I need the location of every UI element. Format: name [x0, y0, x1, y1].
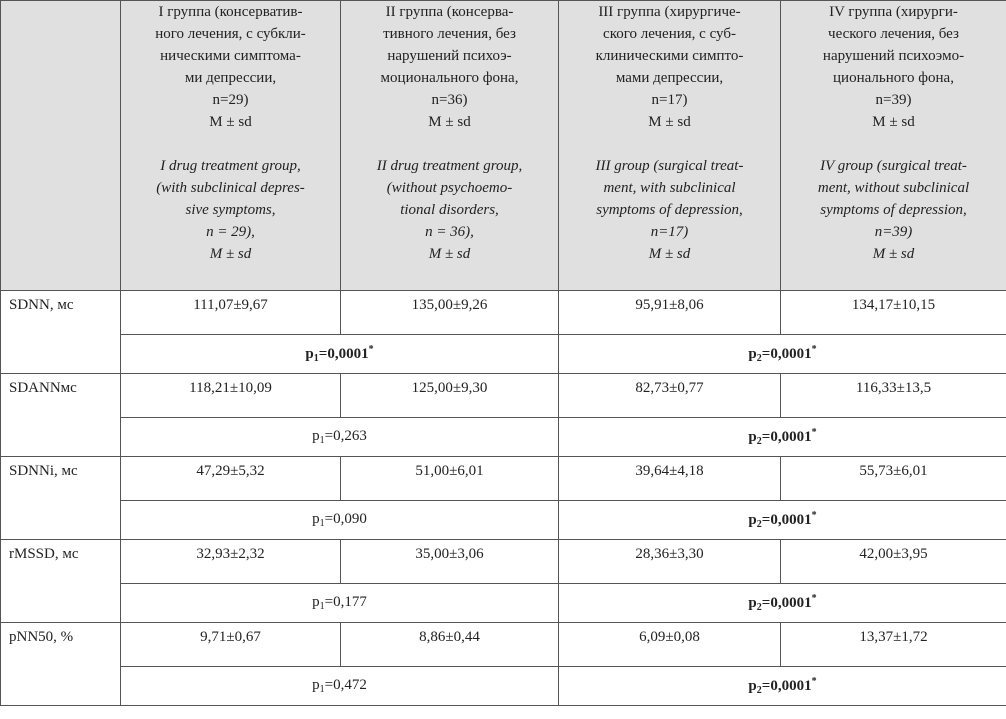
- p-value-row: [1, 584, 1006, 623]
- header-russian-text: [559, 1, 780, 133]
- table-row: [1, 374, 1006, 418]
- header-line: n=36): [431, 92, 468, 108]
- corner-cell: [1, 1, 121, 291]
- header-line: n = 29),: [206, 224, 255, 240]
- header-line: M ± sd: [428, 114, 471, 130]
- value-cell-group-2: 125,00±9,30: [341, 374, 559, 418]
- header-line: I drug treatment group,: [160, 158, 301, 174]
- header-line: M ± sd: [648, 114, 691, 130]
- header-line: нарушений психоэмо-: [822, 48, 965, 64]
- value-cell-group-4: 116,33±13,5: [781, 374, 1006, 418]
- header-line: III группа (хирургиче-: [598, 4, 741, 20]
- p1-cell: [121, 667, 559, 706]
- value-cell-group-2: 51,00±6,01: [341, 457, 559, 501]
- header-line: IV group (surgical treat-: [820, 158, 967, 174]
- header-russian-text: [781, 1, 1006, 133]
- header-line: M ± sd: [209, 114, 252, 130]
- header-line: моционального фона,: [380, 70, 519, 86]
- header-line: ного лечения, с субкли-: [155, 26, 306, 42]
- header-line: III group (surgical treat-: [595, 158, 744, 174]
- header-line: n = 36),: [425, 224, 474, 240]
- header-line: ского лечения, с суб-: [603, 26, 736, 42]
- p-value-text: $p_2=0,0001^*$: [748, 427, 817, 447]
- header-line: клиническими симпто-: [595, 48, 744, 64]
- header-russian-text: [121, 1, 340, 133]
- row-label: rMSSD, мс: [1, 540, 121, 623]
- value-cell-group-2: 8,86±0,44: [341, 623, 559, 667]
- p-value-text: $p_1=0,472$: [312, 677, 367, 695]
- header-line: IV группа (хирурги-: [829, 4, 958, 20]
- header-group-2: [341, 1, 559, 291]
- header-english-text: [121, 155, 340, 265]
- p1-cell: [121, 584, 559, 623]
- row-label: pNN50, %: [1, 623, 121, 706]
- p1-cell: [121, 335, 559, 374]
- table-row: [1, 623, 1006, 667]
- value-cell-group-3: 95,91±8,06: [559, 291, 781, 335]
- row-label: SDNN, мс: [1, 291, 121, 374]
- value-cell-group-1: 9,71±0,67: [121, 623, 341, 667]
- header-line: ment, without subclinical: [817, 180, 970, 196]
- header-line: ческого лечения, без: [828, 26, 959, 42]
- header-line: n=29): [212, 92, 249, 108]
- header-line: M ± sd: [648, 246, 691, 262]
- header-line: (with subclinical depres-: [156, 180, 305, 196]
- header-line: ционального фона,: [833, 70, 954, 86]
- header-line: ment, with subclinical: [603, 180, 736, 196]
- header-line: n=17): [651, 92, 688, 108]
- table-row: [1, 540, 1006, 584]
- p-value-text: $p_1=0,177$: [312, 594, 367, 612]
- header-line: мами депрессии,: [615, 70, 724, 86]
- header-english-text: [341, 155, 558, 265]
- p-value-text: $p_1=0,263$: [312, 428, 367, 446]
- p2-cell: [559, 501, 1006, 540]
- p2-cell: [559, 584, 1006, 623]
- p-value-text: $p_2=0,0001^*$: [748, 593, 817, 613]
- header-russian-text: [341, 1, 558, 133]
- value-cell-group-3: 28,36±3,30: [559, 540, 781, 584]
- header-group-1: [121, 1, 341, 291]
- p-value-text: $p_1=0,090$: [312, 511, 367, 529]
- value-cell-group-2: 135,00±9,26: [341, 291, 559, 335]
- header-line: M ± sd: [872, 114, 915, 130]
- value-cell-group-4: 55,73±6,01: [781, 457, 1006, 501]
- p1-cell: [121, 418, 559, 457]
- p-value-row: [1, 335, 1006, 374]
- header-english-text: [781, 155, 1006, 265]
- header-line: sive symptoms,: [185, 202, 276, 218]
- row-label: SDANNмс: [1, 374, 121, 457]
- header-line: ническими симптома-: [160, 48, 301, 64]
- value-cell-group-2: 35,00±3,06: [341, 540, 559, 584]
- value-cell-group-1: 118,21±10,09: [121, 374, 341, 418]
- header-line: нарушений психоэ-: [387, 48, 512, 64]
- p2-cell: [559, 418, 1006, 457]
- value-cell-group-4: 134,17±10,15: [781, 291, 1006, 335]
- header-line: symptoms of depression,: [596, 202, 743, 218]
- p-value-text: $p_2=0,0001^*$: [748, 344, 817, 364]
- header-group-4: [781, 1, 1006, 291]
- value-cell-group-4: 42,00±3,95: [781, 540, 1006, 584]
- p2-cell: [559, 667, 1006, 706]
- value-cell-group-1: 111,07±9,67: [121, 291, 341, 335]
- header-line: n=17): [650, 224, 689, 240]
- header-line: tional disorders,: [400, 202, 499, 218]
- p1-cell: [121, 501, 559, 540]
- p-value-text: $p_2=0,0001^*$: [748, 510, 817, 530]
- p-value-row: [1, 501, 1006, 540]
- value-cell-group-1: 32,93±2,32: [121, 540, 341, 584]
- header-line: symptoms of depression,: [820, 202, 967, 218]
- header-line: II группа (консерва-: [385, 4, 514, 20]
- p-value-row: [1, 418, 1006, 457]
- value-cell-group-1: 47,29±5,32: [121, 457, 341, 501]
- header-line: M ± sd: [872, 246, 915, 262]
- value-cell-group-3: 6,09±0,08: [559, 623, 781, 667]
- header-group-3: [559, 1, 781, 291]
- header-english-text: [559, 155, 780, 265]
- row-label: SDNNi, мс: [1, 457, 121, 540]
- header-row: [1, 1, 1006, 291]
- table-row: [1, 457, 1006, 501]
- p-value-row: [1, 667, 1006, 706]
- table-body: [1, 291, 1006, 706]
- header-line: n=39): [875, 92, 912, 108]
- p-value-text: $p_1=0,0001^*$: [305, 344, 374, 364]
- header-line: M ± sd: [428, 246, 471, 262]
- header-line: ми депрессии,: [184, 70, 277, 86]
- p2-cell: [559, 335, 1006, 374]
- header-line: тивного лечения, без: [383, 26, 516, 42]
- header-line: (without psychoemo-: [386, 180, 513, 196]
- p-value-text: $p_2=0,0001^*$: [748, 676, 817, 696]
- value-cell-group-3: 39,64±4,18: [559, 457, 781, 501]
- header-line: II drug treatment group,: [376, 158, 523, 174]
- table-row: [1, 291, 1006, 335]
- header-line: n=39): [874, 224, 913, 240]
- header-line: I группа (консерватив-: [158, 4, 303, 20]
- value-cell-group-3: 82,73±0,77: [559, 374, 781, 418]
- header-line: M ± sd: [209, 246, 252, 262]
- value-cell-group-4: 13,37±1,72: [781, 623, 1006, 667]
